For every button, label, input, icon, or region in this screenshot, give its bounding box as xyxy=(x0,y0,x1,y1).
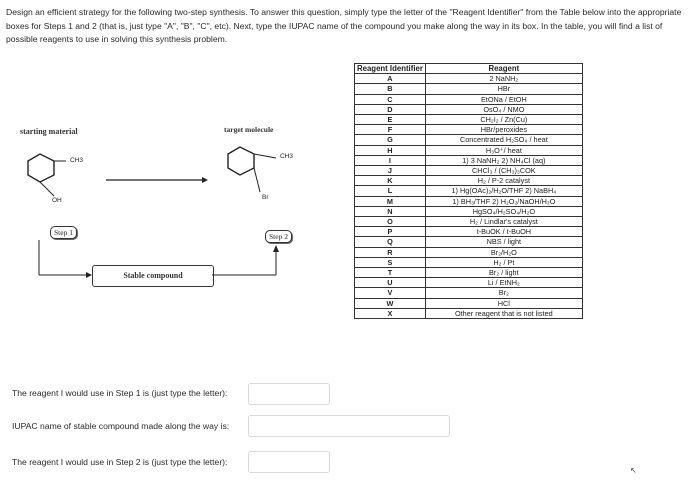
table-row xyxy=(355,155,583,165)
table-row xyxy=(355,115,583,125)
ch3-label-target: CH3 xyxy=(280,153,294,160)
reagent-id: P xyxy=(355,227,426,237)
reagent-name: OsO₄ / NMO xyxy=(425,104,582,114)
table-row xyxy=(355,206,583,216)
target-molecule-ring xyxy=(228,147,254,175)
br-label: Br xyxy=(262,194,269,201)
reagent-id: T xyxy=(355,268,426,278)
table-row xyxy=(355,217,583,227)
reagent-id: M xyxy=(355,196,426,206)
reagent-id: V xyxy=(355,288,426,298)
table-row xyxy=(355,298,583,308)
reagent-name: Other reagent that is not listed xyxy=(425,308,582,318)
step2-arrowhead xyxy=(273,245,279,252)
reagent-name: H₂ / P-2 catalyst xyxy=(425,176,582,186)
table-header-row xyxy=(355,64,583,74)
header-reagent-identifier: Reagent Identifier xyxy=(355,64,426,74)
table-row xyxy=(355,145,583,155)
reagent-name: Br₂ / light xyxy=(425,268,582,278)
reagent-id: I xyxy=(355,155,426,165)
table-row xyxy=(355,125,583,135)
step2-answer-label: The reagent I would use in Step 2 is (just type the letter): xyxy=(12,457,228,467)
reagent-name: HgSO₄/H₂SO₄/H₂O xyxy=(425,206,582,216)
instructions-text: Design an efficient strategy for the following two-step synthesis. To answer this question, simply type the letter of the "Reagent Identifier" from the Table below into the appropriate boxes for Steps 1 and 2 (that is, just type "A", "B", "C", etc). Next, type the IUPAC name of the compound you make along the way in its box. In the table, you will find a list of possible reagents to use in solving this synthesis problem. xyxy=(6,7,682,44)
reagent-name: CH₂I₂ / Zn(Cu) xyxy=(425,115,582,125)
reagent-name: Br₂/H₂O xyxy=(425,247,582,257)
oh-bond xyxy=(40,182,54,196)
reagent-id: F xyxy=(355,125,426,135)
table-row xyxy=(355,308,583,318)
starting-material-label: starting material xyxy=(20,127,78,136)
reagent-id: B xyxy=(355,84,426,94)
iupac-name-input[interactable] xyxy=(248,415,450,437)
table-row xyxy=(355,94,583,104)
table-row xyxy=(355,237,583,247)
reagent-id: K xyxy=(355,176,426,186)
reagent-id: A xyxy=(355,74,426,84)
reagent-id: C xyxy=(355,94,426,104)
reagent-id: H xyxy=(355,145,426,155)
table-row xyxy=(355,227,583,237)
table-row xyxy=(355,74,583,84)
header-reagent: Reagent xyxy=(425,64,582,74)
reagent-name: NBS / light xyxy=(425,237,582,247)
reagent-name: CHCl₃ / (CH₃)₃COK xyxy=(425,166,582,176)
reagent-id: N xyxy=(355,206,426,216)
reagent-name: HCl xyxy=(425,298,582,308)
reagent-name: H₂ / Pt xyxy=(425,257,582,267)
table-row xyxy=(355,186,583,196)
step2-answer-input[interactable] xyxy=(248,451,330,473)
table-row xyxy=(355,247,583,257)
target-molecule-label: target molecule xyxy=(224,125,274,134)
reagent-name: EtONa / EtOH xyxy=(425,94,582,104)
mouse-cursor-icon: ↖ xyxy=(630,466,637,475)
synthesis-scheme xyxy=(0,140,350,340)
step1-answer-label: The reagent I would use in Step 1 is (just type the letter): xyxy=(12,388,228,398)
step1-button[interactable]: Step 1 xyxy=(50,226,77,239)
reagent-id: X xyxy=(355,308,426,318)
table-row xyxy=(355,257,583,267)
iupac-answer-label: IUPAC name of stable compound made along the way is: xyxy=(12,421,230,431)
table-row xyxy=(355,268,583,278)
reagent-name: H₂ / Lindlar's catalyst xyxy=(425,217,582,227)
table-row xyxy=(355,104,583,114)
table-row xyxy=(355,278,583,288)
reagent-table xyxy=(354,63,583,319)
reagent-id: W xyxy=(355,298,426,308)
reagent-id: D xyxy=(355,104,426,114)
table-row xyxy=(355,135,583,145)
reagent-name: Li / EtNH₂ xyxy=(425,278,582,288)
reagent-name: Concentrated H₂SO₄ / heat xyxy=(425,135,582,145)
step2-button[interactable]: Step 2 xyxy=(265,230,292,243)
stable-compound-box: Stable compound xyxy=(92,265,214,287)
reagent-name: 1) BH₃/THF 2) H₂O₂/NaOH/H₂O xyxy=(425,196,582,206)
reagent-id: G xyxy=(355,135,426,145)
reagent-id: E xyxy=(355,115,426,125)
step1-answer-input[interactable] xyxy=(248,383,330,405)
reagent-name: H₃O⁺/ heat xyxy=(425,145,582,155)
methyl-bond-target xyxy=(254,154,276,158)
reagent-id: O xyxy=(355,217,426,227)
starting-material-ring xyxy=(28,154,54,182)
reagent-name: HBr xyxy=(425,84,582,94)
reaction-arrowhead xyxy=(202,177,208,183)
reagent-name: 2 NaNH₂ xyxy=(425,74,582,84)
reagent-name: HBr/peroxides xyxy=(425,125,582,135)
reagent-id: R xyxy=(355,247,426,257)
table-row xyxy=(355,288,583,298)
table-row xyxy=(355,166,583,176)
oh-label: OH xyxy=(52,197,62,204)
reagent-id: L xyxy=(355,186,426,196)
reagent-id: S xyxy=(355,257,426,267)
table-row xyxy=(355,196,583,206)
reagent-id: U xyxy=(355,278,426,288)
ch3-label-start: CH3 xyxy=(70,157,84,164)
reagent-id: Q xyxy=(355,237,426,247)
reagent-name: 1) 3 NaNH₂ 2) NH₄Cl (aq) xyxy=(425,155,582,165)
reagent-name: t-BuOK / t-BuOH xyxy=(425,227,582,237)
reagent-id: J xyxy=(355,166,426,176)
reagent-name: Br₂ xyxy=(425,288,582,298)
br-bond xyxy=(254,168,260,192)
table-row xyxy=(355,84,583,94)
reagent-name: 1) Hg(OAc)₂/H₂O/THF 2) NaBH₄ xyxy=(425,186,582,196)
table-row xyxy=(355,176,583,186)
